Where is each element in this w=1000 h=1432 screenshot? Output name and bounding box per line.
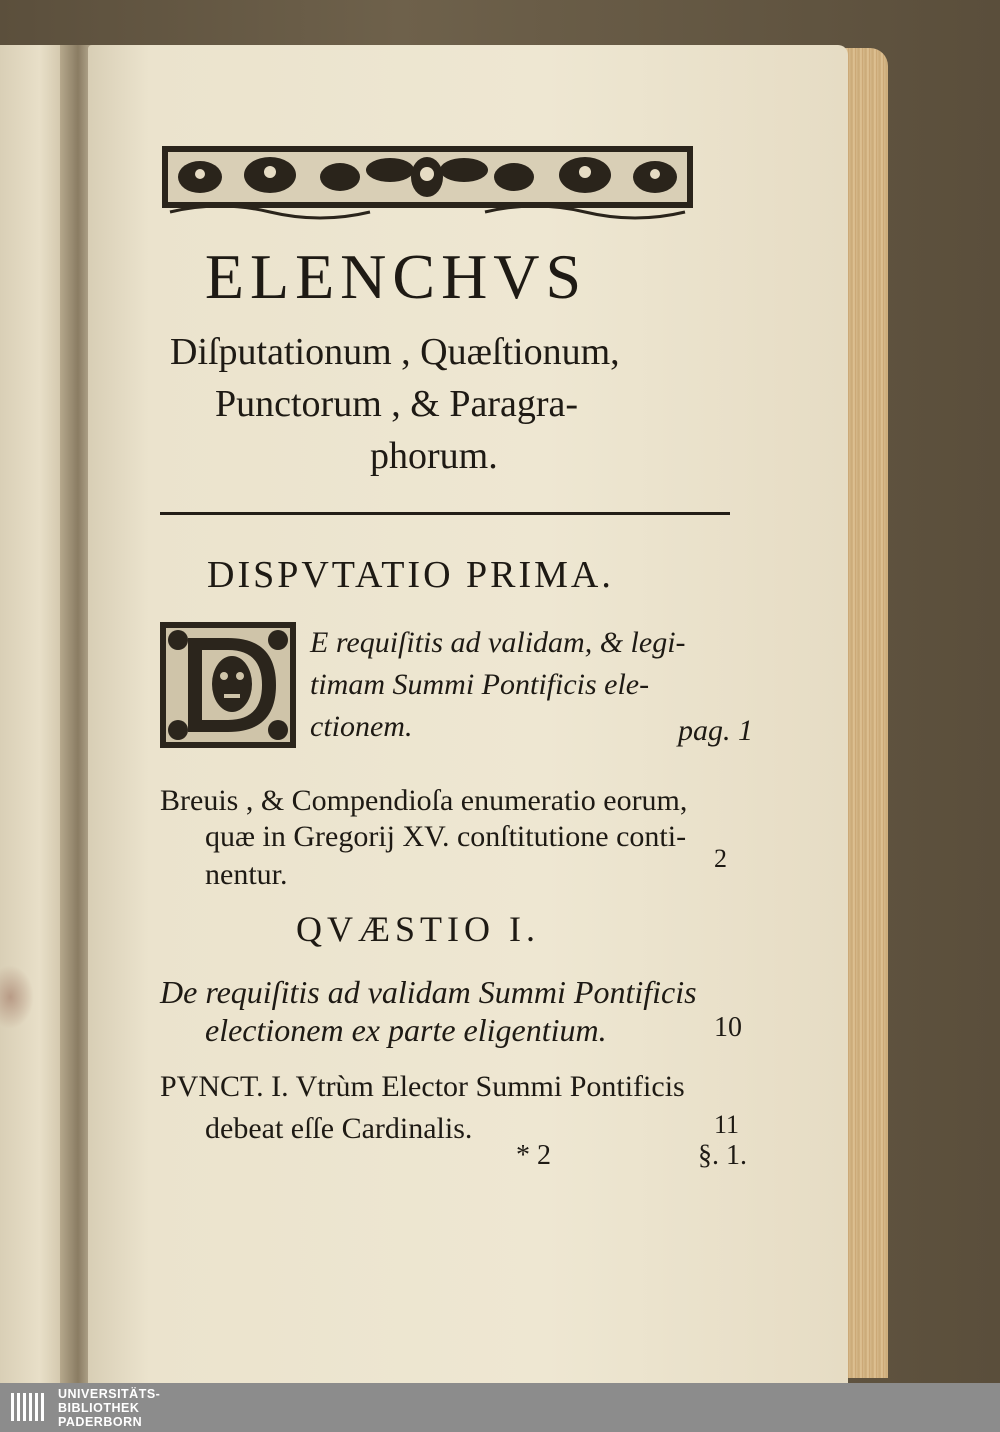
disputatio-line-1: E requiſitis ad validam, & legi- [310,626,686,659]
library-logo-text [58,1387,160,1429]
quaestio-line-2: electionem ex parte eligentium. [205,1012,607,1048]
page-title: ELENCHVS [204,241,588,312]
library-logo-bar [0,1383,1000,1432]
breuis-line-2: quæ in Gregorij XV. conſtitutione conti- [205,820,687,853]
library-logo-icon [10,1389,50,1425]
headpiece-ornament [160,140,695,220]
subtitle-line-2: Punctorum , & Paragra- [215,383,579,425]
quaestio-heading: QVÆSTIO I. [296,909,540,949]
breuis-page-ref: 2 [714,844,727,873]
stain [0,965,34,1029]
logo-line-3: PADERBORN [58,1415,143,1429]
disputatio-heading: DISPVTATIO PRIMA. [207,554,614,596]
logo-line-2: BIBLIOTHEK [58,1401,140,1415]
subtitle-line-1: Diſputationum , Quæſtionum, [170,331,620,373]
punctum-line-2: debeat eſſe Cardinalis. [205,1112,473,1145]
catchword: §. 1. [698,1140,747,1171]
punctum-line-1: PVNCT. I. Vtrùm Elector Summi Pontificis [160,1070,685,1103]
subtitle-line-3: phorum. [370,435,498,477]
disputatio-line-3: ctionem. [310,710,413,743]
logo-line-1: UNIVERSITÄTS- [58,1387,161,1401]
breuis-line-1: Breuis , & Compendioſa enumeratio eorum, [160,784,688,817]
disputatio-line-2: timam Summi Pontificis ele- [310,668,650,701]
divider-rule [160,512,730,515]
breuis-line-3: nentur. [205,858,288,891]
disputatio-page-ref: pag. 1 [678,714,753,747]
quaestio-line-1: De requiſitis ad validam Summi Pontificis [160,974,697,1010]
decorated-initial-d [158,620,298,750]
punctum-page-ref: 11 [714,1110,740,1139]
signature-mark: * 2 [516,1140,551,1171]
quaestio-page-ref: 10 [714,1012,742,1043]
